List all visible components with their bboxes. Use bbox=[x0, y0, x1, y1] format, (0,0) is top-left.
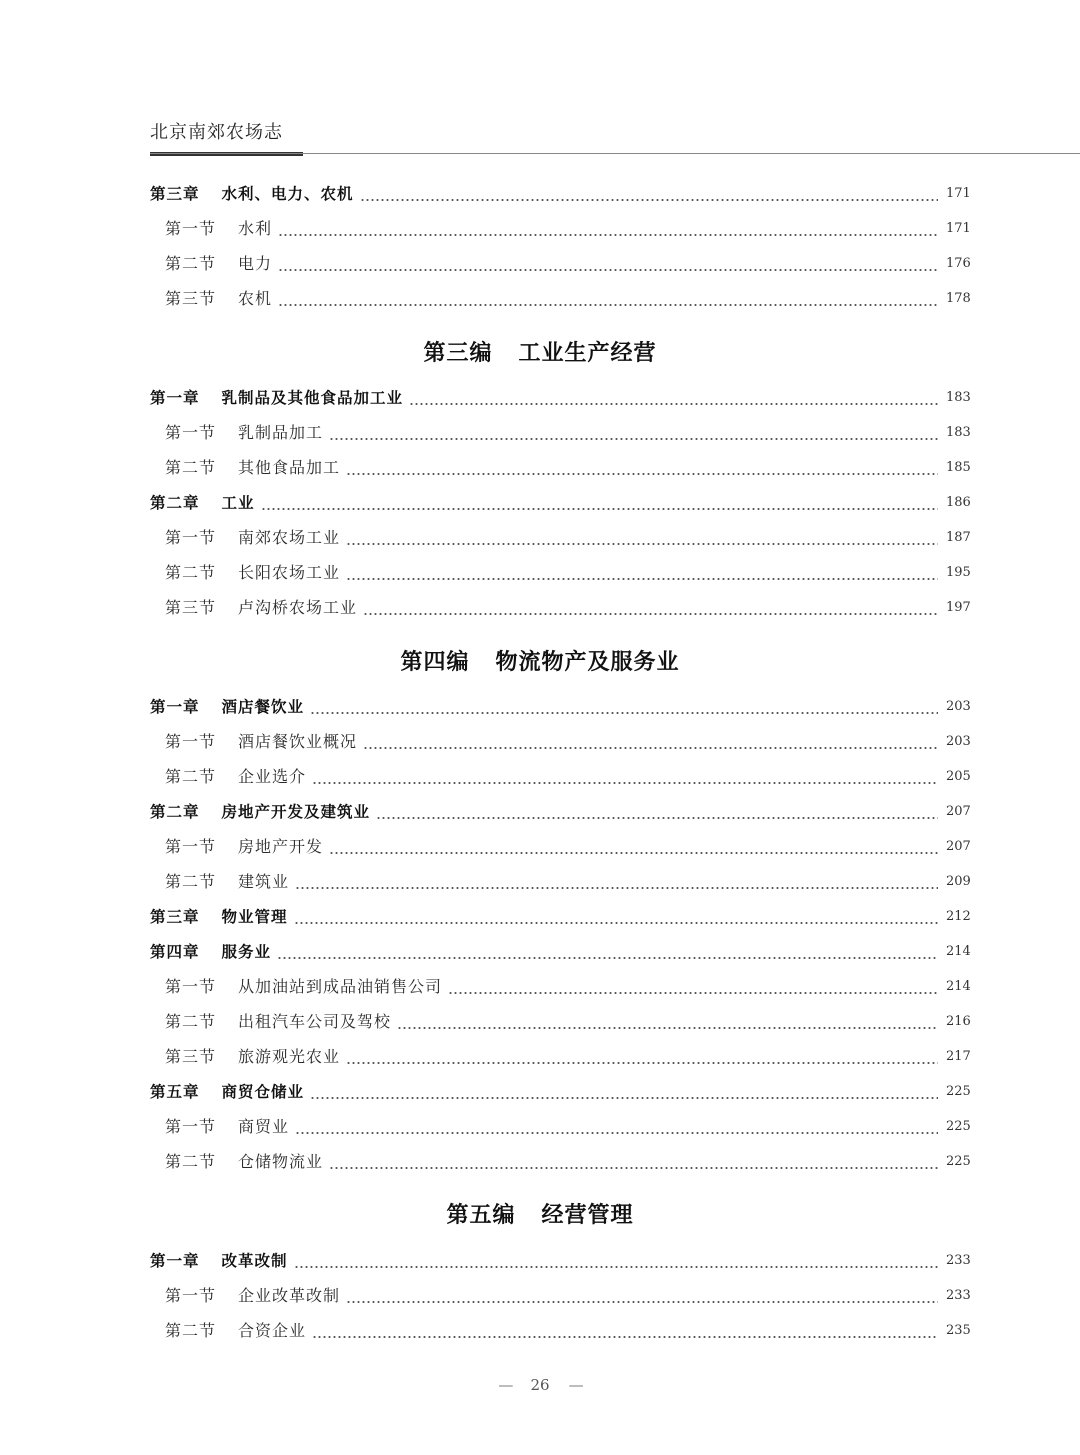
dot-leader bbox=[277, 942, 938, 962]
dot-leader bbox=[409, 388, 938, 408]
entry-title: 企业选介 bbox=[238, 767, 307, 786]
dot-leader bbox=[329, 423, 938, 443]
dot-leader bbox=[397, 1012, 938, 1032]
entry-title: 企业改革改制 bbox=[238, 1286, 341, 1305]
entry-label bbox=[165, 289, 272, 309]
entry-title: 房地产开发及建筑业 bbox=[221, 803, 371, 821]
folio-dash-right: — bbox=[568, 1376, 582, 1394]
entry-number: 第二节 bbox=[165, 1152, 217, 1171]
entry-page-number: 233 bbox=[946, 1253, 971, 1268]
entry-page-number: 178 bbox=[946, 291, 971, 306]
entry-title: 从加油站到成品油销售公司 bbox=[238, 977, 443, 996]
entry-number: 第二节 bbox=[165, 458, 217, 477]
entry-title: 乳制品加工 bbox=[238, 423, 324, 442]
entry-number: 第一章 bbox=[150, 698, 200, 716]
entry-label bbox=[150, 802, 370, 822]
dot-leader bbox=[278, 289, 938, 309]
dot-leader bbox=[448, 977, 938, 997]
entry-number: 第二节 bbox=[165, 1321, 217, 1340]
entry-number: 第二节 bbox=[165, 1012, 217, 1031]
entry-title: 卢沟桥农场工业 bbox=[238, 598, 358, 617]
entry-title: 南郊农场工业 bbox=[238, 528, 341, 547]
entry-label bbox=[165, 732, 357, 752]
part-number: 第四编 bbox=[400, 649, 470, 675]
toc-chapter-entry[interactable] bbox=[150, 1076, 970, 1102]
entry-number: 第一节 bbox=[165, 423, 217, 442]
entry-label bbox=[150, 184, 354, 204]
entry-number: 第二章 bbox=[150, 494, 200, 512]
toc-chapter-entry[interactable] bbox=[150, 178, 970, 204]
entry-title: 农机 bbox=[238, 289, 273, 308]
part-heading bbox=[0, 336, 1080, 367]
entry-label bbox=[150, 942, 271, 962]
entry-page-number: 205 bbox=[946, 769, 971, 784]
dot-leader bbox=[294, 907, 938, 927]
entry-label bbox=[165, 1012, 391, 1032]
toc-section-entry[interactable] bbox=[165, 1041, 970, 1067]
toc-section-entry[interactable] bbox=[165, 866, 970, 892]
entry-page-number: 207 bbox=[946, 804, 971, 819]
entry-label bbox=[165, 528, 340, 548]
toc-section-entry[interactable] bbox=[165, 761, 970, 787]
dot-leader bbox=[295, 1117, 938, 1137]
entry-page-number: 197 bbox=[946, 600, 971, 615]
entry-page-number: 217 bbox=[946, 1049, 971, 1064]
entry-number: 第三节 bbox=[165, 1047, 217, 1066]
entry-number: 第三章 bbox=[150, 908, 200, 926]
dot-leader bbox=[329, 837, 938, 857]
entry-label bbox=[165, 219, 272, 239]
entry-page-number: 203 bbox=[946, 699, 971, 714]
entry-label bbox=[150, 907, 288, 927]
entry-number: 第二节 bbox=[165, 872, 217, 891]
toc-chapter-entry[interactable] bbox=[150, 901, 970, 927]
entry-label bbox=[165, 458, 340, 478]
entry-label bbox=[165, 598, 357, 618]
entry-label bbox=[165, 872, 289, 892]
entry-title: 电力 bbox=[238, 254, 273, 273]
entry-page-number: 176 bbox=[946, 256, 971, 271]
dot-leader bbox=[261, 493, 938, 513]
entry-title: 其他食品加工 bbox=[238, 458, 341, 477]
entry-number: 第三章 bbox=[150, 185, 200, 203]
page-folio bbox=[0, 1376, 1080, 1394]
toc-chapter-entry[interactable] bbox=[150, 382, 970, 408]
entry-number: 第一章 bbox=[150, 389, 200, 407]
entry-label bbox=[165, 1047, 340, 1067]
toc-chapter-entry[interactable] bbox=[150, 1245, 970, 1271]
toc-chapter-entry[interactable] bbox=[150, 487, 970, 513]
entry-title: 房地产开发 bbox=[238, 837, 324, 856]
entry-page-number: 171 bbox=[946, 221, 971, 236]
toc-section-entry[interactable] bbox=[165, 557, 970, 583]
header-rule-thin bbox=[150, 153, 1080, 154]
entry-number: 第二节 bbox=[165, 254, 217, 273]
entry-title: 改革改制 bbox=[221, 1252, 288, 1270]
entry-title: 服务业 bbox=[221, 943, 272, 961]
entry-page-number: 214 bbox=[946, 979, 971, 994]
dot-leader bbox=[346, 1047, 938, 1067]
toc-section-entry[interactable] bbox=[165, 831, 970, 857]
entry-number: 第三节 bbox=[165, 289, 217, 308]
dot-leader bbox=[363, 598, 938, 618]
entry-number: 第一节 bbox=[165, 977, 217, 996]
entry-label bbox=[165, 1286, 340, 1306]
entry-title: 合资企业 bbox=[238, 1321, 307, 1340]
entry-page-number: 233 bbox=[946, 1288, 971, 1303]
entry-title: 仓储物流业 bbox=[238, 1152, 324, 1171]
entry-label bbox=[150, 493, 255, 513]
dot-leader bbox=[363, 732, 938, 752]
entry-number: 第一节 bbox=[165, 528, 217, 547]
entry-number: 第二节 bbox=[165, 767, 217, 786]
entry-label bbox=[150, 1082, 304, 1102]
toc-section-entry[interactable] bbox=[165, 522, 970, 548]
page-number: 26 bbox=[530, 1376, 550, 1394]
entry-number: 第一节 bbox=[165, 1117, 217, 1136]
toc-section-entry[interactable] bbox=[165, 213, 970, 239]
entry-page-number: 207 bbox=[946, 839, 971, 854]
entry-number: 第一节 bbox=[165, 219, 217, 238]
entry-page-number: 216 bbox=[946, 1014, 971, 1029]
toc-section-entry[interactable] bbox=[165, 1006, 970, 1032]
entry-label bbox=[165, 837, 323, 857]
entry-title: 水利 bbox=[238, 219, 273, 238]
dot-leader bbox=[278, 254, 938, 274]
dot-leader bbox=[310, 1082, 938, 1102]
toc-chapter-entry[interactable] bbox=[150, 796, 970, 822]
part-title: 工业生产经营 bbox=[518, 340, 657, 366]
toc-chapter-entry[interactable] bbox=[150, 936, 970, 962]
entry-number: 第二节 bbox=[165, 563, 217, 582]
entry-page-number: 171 bbox=[946, 186, 971, 201]
part-title: 物流物产及服务业 bbox=[495, 649, 680, 675]
toc-section-entry[interactable] bbox=[165, 1315, 970, 1341]
entry-label bbox=[165, 767, 306, 787]
entry-title: 旅游观光农业 bbox=[238, 1047, 341, 1066]
toc-section-entry[interactable] bbox=[165, 726, 970, 752]
entry-number: 第三节 bbox=[165, 598, 217, 617]
entry-page-number: 195 bbox=[946, 565, 971, 580]
toc-section-entry[interactable] bbox=[165, 248, 970, 274]
entry-label bbox=[165, 254, 272, 274]
entry-label bbox=[165, 423, 323, 443]
entry-page-number: 225 bbox=[946, 1084, 971, 1099]
entry-page-number: 203 bbox=[946, 734, 971, 749]
entry-title: 乳制品及其他食品加工业 bbox=[221, 389, 404, 407]
dot-leader bbox=[278, 219, 938, 239]
entry-label bbox=[165, 977, 442, 997]
entry-title: 水利、电力、农机 bbox=[221, 185, 354, 203]
toc-section-entry[interactable] bbox=[165, 1280, 970, 1306]
entry-page-number: 212 bbox=[946, 909, 971, 924]
entry-page-number: 214 bbox=[946, 944, 971, 959]
part-heading bbox=[0, 1198, 1080, 1229]
entry-number: 第一节 bbox=[165, 1286, 217, 1305]
entry-title: 长阳农场工业 bbox=[238, 563, 341, 582]
toc-chapter-entry[interactable] bbox=[150, 691, 970, 717]
toc-section-entry[interactable] bbox=[165, 592, 970, 618]
entry-number: 第四章 bbox=[150, 943, 200, 961]
dot-leader bbox=[346, 563, 938, 583]
dot-leader bbox=[346, 1286, 938, 1306]
entry-page-number: 187 bbox=[946, 530, 971, 545]
entry-number: 第二章 bbox=[150, 803, 200, 821]
entry-label bbox=[150, 388, 403, 408]
part-title: 经营管理 bbox=[541, 1202, 634, 1228]
entry-number: 第一章 bbox=[150, 1252, 200, 1270]
toc-section-entry[interactable] bbox=[165, 1146, 970, 1172]
entry-label bbox=[150, 1251, 288, 1271]
toc-section-entry[interactable] bbox=[165, 452, 970, 478]
toc-section-entry[interactable] bbox=[165, 1111, 970, 1137]
entry-title: 建筑业 bbox=[238, 872, 290, 891]
dot-leader bbox=[312, 1321, 938, 1341]
entry-number: 第一节 bbox=[165, 732, 217, 751]
entry-title: 酒店餐饮业概况 bbox=[238, 732, 358, 751]
entry-title: 商贸仓储业 bbox=[221, 1083, 305, 1101]
entry-page-number: 185 bbox=[946, 460, 971, 475]
toc-section-entry[interactable] bbox=[165, 417, 970, 443]
dot-leader bbox=[376, 802, 938, 822]
entry-title: 物业管理 bbox=[221, 908, 288, 926]
entry-page-number: 183 bbox=[946, 425, 971, 440]
toc-section-entry[interactable] bbox=[165, 283, 970, 309]
dot-leader bbox=[312, 767, 938, 787]
part-heading bbox=[0, 645, 1080, 676]
running-head: 北京南郊农场志 bbox=[150, 122, 283, 143]
entry-label bbox=[150, 697, 304, 717]
entry-title: 酒店餐饮业 bbox=[221, 698, 305, 716]
dot-leader bbox=[329, 1152, 938, 1172]
entry-label bbox=[165, 1152, 323, 1172]
dot-leader bbox=[360, 184, 938, 204]
entry-page-number: 186 bbox=[946, 495, 971, 510]
entry-page-number: 225 bbox=[946, 1154, 971, 1169]
dot-leader bbox=[346, 458, 938, 478]
part-number: 第三编 bbox=[423, 340, 493, 366]
dot-leader bbox=[294, 1251, 938, 1271]
entry-label bbox=[165, 563, 340, 583]
entry-number: 第五章 bbox=[150, 1083, 200, 1101]
dot-leader bbox=[346, 528, 938, 548]
entry-page-number: 225 bbox=[946, 1119, 971, 1134]
toc-section-entry[interactable] bbox=[165, 971, 970, 997]
entry-title: 商贸业 bbox=[238, 1117, 290, 1136]
entry-label bbox=[165, 1117, 289, 1137]
part-number: 第五编 bbox=[446, 1202, 516, 1228]
entry-title: 出租汽车公司及驾校 bbox=[238, 1012, 392, 1031]
entry-page-number: 235 bbox=[946, 1323, 971, 1338]
entry-number: 第一节 bbox=[165, 837, 217, 856]
entry-page-number: 183 bbox=[946, 390, 971, 405]
dot-leader bbox=[310, 697, 938, 717]
entry-page-number: 209 bbox=[946, 874, 971, 889]
folio-dash-left: — bbox=[498, 1376, 512, 1394]
entry-title: 工业 bbox=[221, 494, 255, 512]
dot-leader bbox=[295, 872, 938, 892]
entry-label bbox=[165, 1321, 306, 1341]
